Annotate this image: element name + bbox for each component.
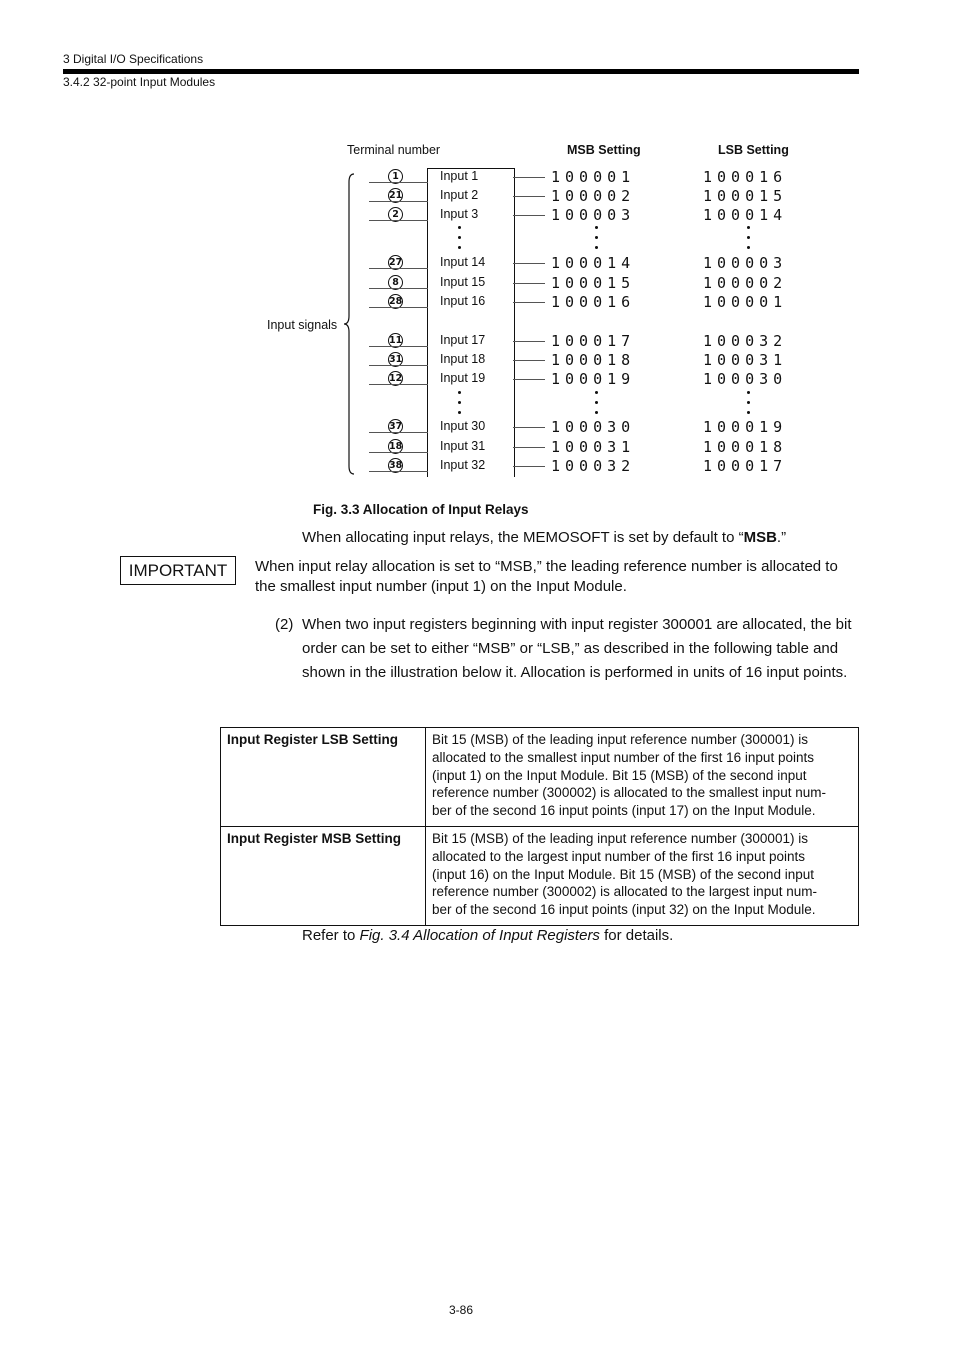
msb-reference-number: 100032: [551, 457, 636, 475]
refer-end: for details.: [599, 927, 674, 944]
terminal-number-icon: 2: [388, 207, 403, 222]
terminal-line: [369, 346, 428, 347]
ellipsis-dot: [747, 401, 750, 404]
relay-line: [513, 360, 545, 361]
terminal-line: [369, 365, 428, 366]
description-line: ber of the second 16 input points (input 17) on the Input Module.: [432, 803, 816, 819]
para1-end: .”: [776, 529, 787, 546]
description-line: Bit 15 (MSB) of the leading input reference number (300001) is: [432, 732, 808, 747]
ellipsis-dot: [458, 401, 461, 404]
description-line: allocated to the largest input number of the first 16 input points: [432, 848, 805, 864]
header-rule: [63, 69, 859, 74]
input-label: Input 31: [440, 439, 486, 453]
msb-reference-number: 100001: [551, 168, 636, 186]
terminal-number-icon: 12: [389, 373, 403, 384]
lsb-reference-number: 100019: [703, 418, 788, 436]
terminal-line: [369, 220, 428, 221]
input-label: Input 17: [440, 333, 486, 347]
msb-reference-number: 100003: [551, 206, 636, 224]
terminal-number-label: Terminal number: [347, 143, 441, 157]
relay-line: [513, 427, 545, 428]
important-text: When input relay allocation is set to “MSB,” the leading reference number is allocated to the smallest input number (input 1) on the Input Module.: [255, 558, 838, 595]
relay-line: [513, 302, 545, 303]
relay-line: [513, 283, 545, 284]
relay-line: [513, 379, 545, 380]
para1-text: When allocating input relays, the MEMOSOFT is set by default to “: [302, 529, 744, 546]
description-line: (input 1) on the Input Module. Bit 15 (MSB) of the second input: [432, 767, 807, 783]
terminal-line: [369, 201, 428, 202]
terminal-line: [369, 452, 428, 453]
register-setting-table: [220, 727, 859, 926]
relay-line: [513, 196, 545, 197]
msb-reference-number: 100019: [551, 370, 636, 388]
relay-line: [513, 466, 545, 467]
ellipsis-dot: [747, 391, 750, 394]
lsb-reference-number: 100030: [703, 370, 788, 388]
lsb-reference-number: 100031: [703, 351, 788, 369]
input-label: Input 32: [440, 458, 486, 472]
terminal-number-icon: 27: [389, 257, 403, 268]
msb-reference-number: 100017: [551, 332, 636, 350]
msb-reference-number: 100015: [551, 274, 636, 292]
ellipsis-dot: [458, 391, 461, 394]
ellipsis-dot: [747, 246, 750, 249]
input-signals-brace: [340, 170, 356, 476]
msb-reference-number: 100002: [551, 187, 636, 205]
relay-line: [513, 263, 545, 264]
terminal-number-icon: 38: [389, 460, 403, 471]
input-label: Input 1: [440, 169, 479, 183]
terminal-number-icon: 11: [389, 335, 403, 346]
msb-reference-number: 100016: [551, 293, 636, 311]
relay-line: [513, 447, 545, 448]
ellipsis-dot: [595, 246, 598, 249]
terminal-line: [369, 432, 428, 433]
setting-name: Input Register MSB Setting: [221, 826, 426, 925]
relay-line: [513, 177, 545, 178]
input-label: Input 30: [440, 419, 486, 433]
lsb-setting-label: LSB Setting: [718, 143, 789, 157]
default-msb-paragraph: [302, 526, 786, 550]
lsb-reference-number: 100017: [703, 457, 788, 475]
description-line: reference number (300002) is allocated to the smallest input num-: [432, 785, 826, 801]
terminal-number-icon: 28: [389, 296, 403, 307]
ellipsis-dot: [595, 391, 598, 394]
ellipsis-dot: [595, 236, 598, 239]
lsb-reference-number: 100014: [703, 206, 788, 224]
chapter-header: 3 Digital I/O Specifications: [63, 52, 204, 66]
description-line: reference number (300002) is allocated to the largest input num-: [432, 884, 817, 900]
terminal-number-icon: 37: [389, 421, 403, 432]
msb-reference-number: 100014: [551, 254, 636, 272]
msb-reference-number: 100030: [551, 418, 636, 436]
input-label: Input 19: [440, 371, 486, 385]
ellipsis-dot: [747, 236, 750, 239]
msb-setting-label: MSB Setting: [567, 143, 641, 157]
item2-text: When two input registers beginning with input register 300001 are allocated, the bit order can be set to either “MSB” or “LSB,” as described in the following table and shown in the illustration below it. Allocation is performed in units of 16 input points.: [302, 616, 852, 681]
input-label: Input 15: [440, 275, 486, 289]
description-line: allocated to the smallest input number of the first 16 input points: [432, 749, 814, 765]
input-label: Input 3: [440, 207, 479, 221]
ellipsis-dot: [595, 411, 598, 414]
terminal-line: [369, 384, 428, 385]
item-marker: (2): [275, 616, 294, 633]
page-number: 3-86: [449, 1303, 474, 1317]
input-label: Input 14: [440, 255, 486, 269]
setting-name: Input Register LSB Setting: [221, 728, 426, 827]
figure-caption: Fig. 3.3 Allocation of Input Relays: [313, 502, 529, 517]
refer-text: Refer to: [302, 927, 360, 944]
ellipsis-dot: [458, 246, 461, 249]
lsb-reference-number: 100016: [703, 168, 788, 186]
ellipsis-dot: [458, 236, 461, 239]
ellipsis-dot: [458, 411, 461, 414]
relay-line: [513, 215, 545, 216]
terminal-line: [369, 182, 428, 183]
terminal-line: [369, 307, 428, 308]
para1-bold: MSB: [743, 529, 777, 546]
terminal-number-icon: 18: [389, 441, 403, 452]
terminal-number-icon: 31: [389, 354, 403, 365]
ellipsis-dot: [458, 226, 461, 229]
description-line: Bit 15 (MSB) of the leading input reference number (300001) is: [432, 830, 808, 846]
setting-description: [426, 728, 859, 827]
input-label: Input 18: [440, 352, 486, 366]
setting-description: [426, 826, 859, 925]
terminal-line: [369, 288, 428, 289]
description-line: ber of the second 16 input points (input 32) on the Input Module.: [432, 902, 816, 918]
terminal-number-icon: 1: [388, 169, 403, 184]
relay-line: [513, 341, 545, 342]
refer-paragraph: [302, 924, 673, 948]
input-signals-label: Input signals: [267, 318, 338, 332]
lsb-reference-number: 100018: [703, 438, 788, 456]
description-line: (input 16) on the Input Module. Bit 15 (MSB) of the second input: [432, 866, 814, 882]
input-label: Input 16: [440, 294, 486, 308]
lsb-reference-number: 100032: [703, 332, 788, 350]
lsb-reference-number: 100003: [703, 254, 788, 272]
terminal-number-icon: 21: [389, 190, 403, 201]
ellipsis-dot: [747, 411, 750, 414]
table-row: [221, 826, 859, 925]
msb-reference-number: 100031: [551, 438, 636, 456]
terminal-number-icon: 8: [388, 275, 403, 290]
input-label: Input 2: [440, 188, 479, 202]
ellipsis-dot: [595, 226, 598, 229]
ellipsis-dot: [747, 226, 750, 229]
important-label: IMPORTANT: [120, 556, 236, 585]
section-header: 3.4.2 32-point Input Modules: [63, 75, 216, 89]
lsb-reference-number: 100001: [703, 293, 788, 311]
terminal-line: [369, 268, 428, 269]
refer-figure-link: Fig. 3.4 Allocation of Input Registers: [359, 927, 600, 944]
table-row: [221, 728, 859, 827]
terminal-line: [369, 471, 428, 472]
ellipsis-dot: [595, 401, 598, 404]
lsb-reference-number: 100002: [703, 274, 788, 292]
msb-reference-number: 100018: [551, 351, 636, 369]
lsb-reference-number: 100015: [703, 187, 788, 205]
